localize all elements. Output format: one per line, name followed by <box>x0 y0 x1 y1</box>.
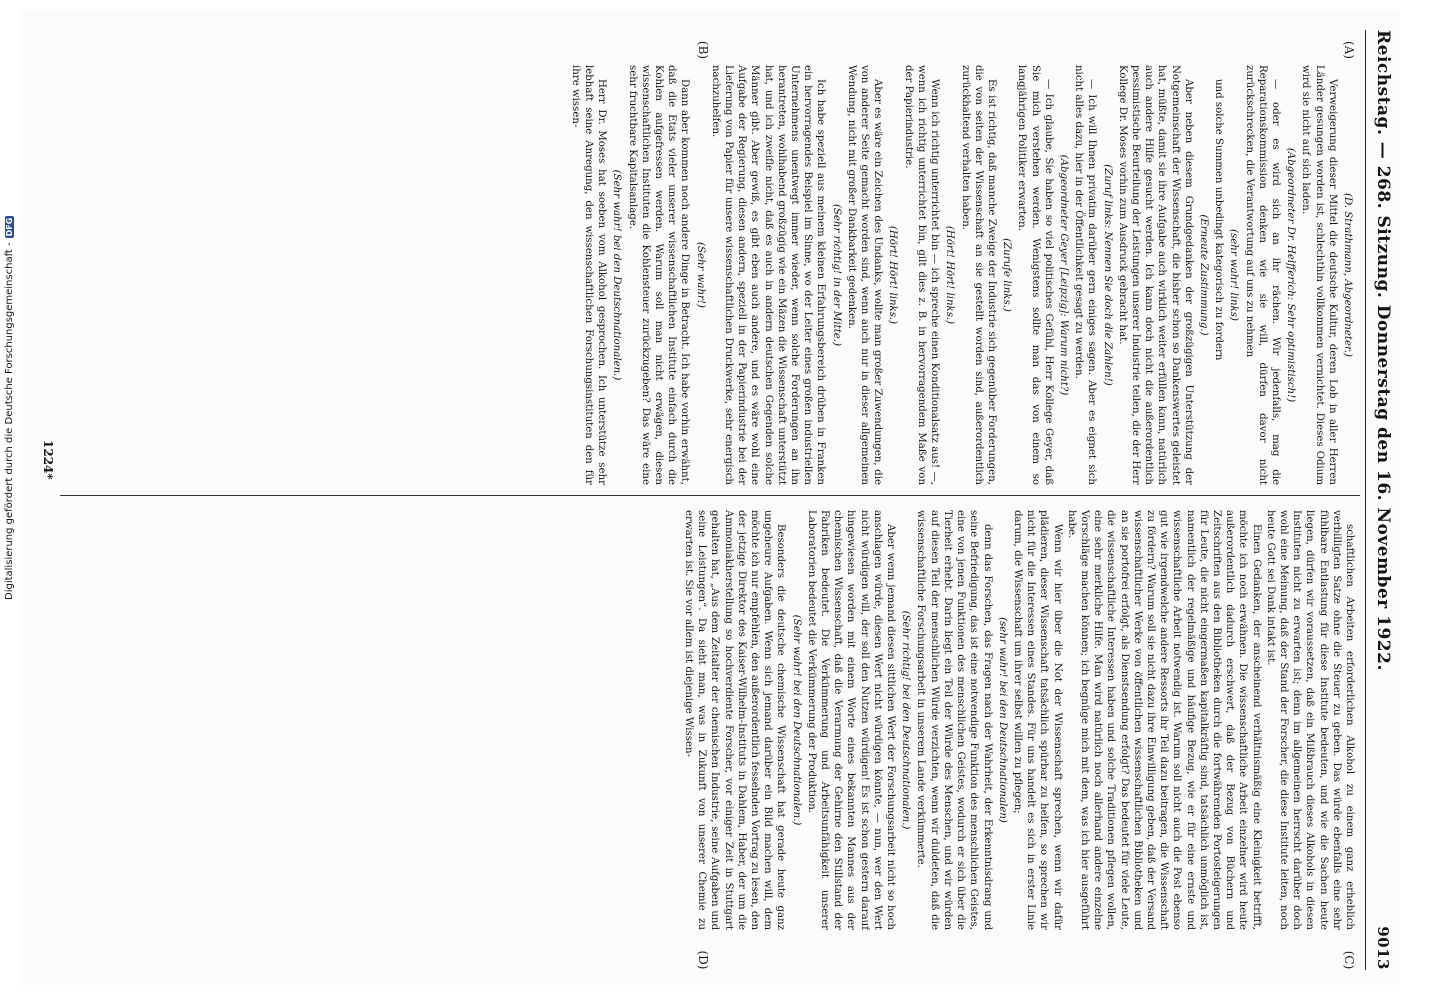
interjection: (Sehr wahr! bei den Deutschnationalen.) <box>790 614 802 826</box>
digitization-credit <box>2 210 16 600</box>
interjection: (Hört! Hört! links.) <box>944 225 956 325</box>
page-header <box>1365 30 1400 970</box>
interjection: (Zurufe links.) <box>1001 238 1013 312</box>
left-text-column <box>66 65 1356 485</box>
paragraph: Herr Dr. Moses hat soeben vom Alkohol gesprochen. Ich unterstütze sehr lebhaft seine Anregung, den wissenschaftlichen Forschungsinstituten den für ihre wissen- <box>569 65 608 485</box>
paragraph: Besonders die deutsche chemische Wissenschaft hat gerade heute ganz ungeheure Aufgaben. Wenn sich jemand darüber ein Bild machen will, dem möchte ich nur empfehlen, den außerordentlich fesselnden Vortrag zu lesen, den der jetzige Direktor des Kaiser-Wilhelm-Instituts in Dahlem, Haber, der um die Ammoniakherstellung so hochverdiente Forscher, vor einiger Zeit in Stuttgart gehalten hat, „Aus dem Zeitalter der chemischen Industrie, seine Aufgaben und seine Leistungen“. Da sieht man, was in Zukunft von unserer Chemie zu erwarten ist. Sie vor allem ist diejenige Wissen- <box>683 510 787 930</box>
paragraph: Aber neben diesem Grundgedanken der großzügigen Unterstützung der Notgemeinschaft der Wissenschaft, die bisher schon so Dankenswertes geleistet hat, müßte, damit sie ihre Aufgabe auch wirklich weiter erfüllen kann, natürlich auch andere Hilfe gesucht werden. Ich kann doch nicht die außerordentlich pessimistische Beurteilung der Leistungen unserer Industrie teilen, die der Herr Kollege Dr. Moses vorhin zum Ausdruck gebracht hat. <box>1116 65 1194 485</box>
paragraph: und solche Summen unbedingt kategorisch zu fordern <box>1213 79 1225 361</box>
margin-letter-a: (A) <box>1342 40 1356 60</box>
paragraph: — oder es wird sich an ihr rächen. Wir jedenfalls, mag die Reparationskommission denken wie sie will, dürfen davor nicht zurückschrecken, die Verantwortung auf uns zu nehmen <box>1243 65 1281 485</box>
paragraph: Aber es wäre ein Zeichen des Undanks, wollte man großer Zuwendungen, die von anderer Seite gemacht worden sind, wenn auch nur in dieser allgemeinen Wendung, nicht mit großer Dankbarkeit gedenken. <box>845 65 884 485</box>
margin-letter-d: (D) <box>696 950 710 970</box>
interjection: (sehr wahr! bei den Deutschnationalen) <box>996 617 1008 823</box>
right-text-column <box>66 510 1356 930</box>
interjection: (Erneute Zustimmung.) <box>1197 214 1209 336</box>
paragraph: Aber wenn jemand diesen sittlichen Wert der Forschungsarbeit nicht so hoch anschlagen würde, diesen Wert nicht würdigen könnte, — nun, wer den Wert nicht würdigen will, der soll den Nutzen würdigen! Es ist schon gestern darauf hingewiesen worden mit einem Worte eines bekannten Mannes aus der chemischen Wissenschaft, daß die Verarmung der Gehirne den Stillstand der Fabriken bedeutet. Die Verkümmerung und Arbeitsunfähigkeit unserer Laboratorien bedeutet die Verkümmerung der Produktion. <box>805 510 897 930</box>
paragraph: Es ist richtig, daß manche Zweige der Industrie sich gegenüber Forderungen, die von seiten der Wissenschaft an sie gestellt worden sind, außerordentlich zurückhaltend verhalten haben. <box>959 65 997 485</box>
paragraph: — Ich glaube, Sie haben so viel politisches Gefühl, Herr Kollege Geyer, daß Sie mich verstehen werden. Wenigstens sollte man das von einem so langjährigen Politiker erwarten. <box>1016 65 1054 485</box>
interjection: (Sehr wahr!) <box>694 242 706 308</box>
interjection: (Sehr wahr! bei den Deutschnationalen.) <box>611 169 623 381</box>
column-divider <box>60 495 1360 496</box>
paragraph: denn das Forschen, das Fragen nach der Wahrheit, der Erkenntnisdrang und seine Befriedigung, das ist eine notwendige Funktion des menschlichen Geistes, eine von jenen Funktionen des menschlichen Geistes, wodurch er sich über die Tierheit erhebt. Darin liegt ein Teil der Würde des Menschen, und wir würden auf diesen Teil der menschlichen Würde verzichten, wenn wir duldeten, daß die wissenschaftliche Forschungsarbeit in unserem Lande verkümmerte. <box>915 510 993 930</box>
paragraph: Wenn wir hier über die Not der Wissenschaft sprechen, wenn wir dafür plädieren, dieser Wissenschaft tatsächlich spürbar zu helfen, so sprechen wir nicht für die Interessen eines Standes. Für uns handelt es sich in erster Linie darum, die Wissenschaft um ihrer selbst willen zu pflegen; <box>1011 510 1063 930</box>
page-header-title: Reichstag. — 268. Sitzung. Donnerstag den 16. November 1922. <box>1373 30 1393 671</box>
paragraph: schaftlichen Arbeiten erforderlichen Alkohol zu einem ganz erheblich verbilligten Satze ohne die Steuer zu geben. Das würde ebenfalls eine sehr fühlbare Entlastung für diese Institute bedeuten, und wie die Sachen heute liegen, dürfen wir voraussetzen, daß ein Mißbrauch dieses Alkohols in diesen Instituten nicht zu erwarten ist; denn im allgemeinen herrscht darüber doch wohl eine Meinung, daß der Stand der Forscher, die diese Institute leiten, noch heute Gott sei Dank intakt ist. <box>1264 510 1355 930</box>
paragraph: Wenn ich richtig unterrichtet bin — ich spreche einen Konditionalsatz aus! —, wenn ich richtig unterrichtet bin, gilt dies z. B. in hervorragendem Maße von der Papierindustrie. <box>902 65 941 485</box>
interjection: (D. Strathmann, Abgeordneter.) <box>1342 193 1353 357</box>
sheet-number: 1224* <box>41 440 55 480</box>
interjection: (Sehr richtig! bei den Deutschnationalen.) <box>900 610 912 830</box>
interjection: (Abgeordneter Geyer [Leipzig]: Warum nicht?) <box>1057 154 1069 396</box>
interjection: (Abgeordneter Dr. Helfferich: Sehr optimistisch!) <box>1285 147 1297 403</box>
margin-letter-b: (B) <box>696 40 710 60</box>
interjection: (Sehr richtig! in der Mitte.) <box>830 203 842 347</box>
paragraph: Verweigerung dieser Mittel die deutsche Kultur, deren Lob in aller Herren Länder gesungen worden ist, schlechthin vollkommen vernichtet. Dieses Odium wird sie nicht auf sich laden. <box>1300 65 1338 485</box>
interjection: (sehr wahr! links) <box>1228 229 1240 321</box>
interjection: (Zuruf links: Nennen Sie doch die Zahlen!) <box>1101 164 1113 386</box>
rotated-page <box>20 10 1400 985</box>
dfg-logo: DFG <box>4 217 14 237</box>
page-number: 9013 <box>1374 926 1392 970</box>
paragraph: Einen Gedanken, der anscheinend verhältnismäßig eine Kleinigkeit betrifft, möchte ich noch erwähnen. Die wissenschaftliche Arbeit einzelner wird heute außerordentlich dadurch erschwert, daß der Bezug von Büchern und Zeitschriften aus den Bibliotheken durch die fortwährenden Portosteigerungen für Leute, die nicht eingermaßen kapitalkräftig sind, tatsächlich unmöglich ist, namentlich der regelmäßige und häufige Bezug, wie er für eine ernste und wissenschaftliche Arbeit notwendig ist. Warum soll nicht auch die Post ebenso gut wie irgendwelche andere Ressorts ihr Teil dazu beitragen, die Wissenschaft zu fördern? Warum soll sie nicht dazu ihre Einwilligung geben, daß der Versand wissenschaftlicher Werke von öffentlichen wissenschaftlichen Bibliotheken und an sie portofrei erfolgt, als Dienstsendung erfolgt? Das bedeutet für viele Leute, die wissenschaftliche Interessen haben und solche Traditionen pflegen wollen, eine sehr merkliche Hilfe. Man wird natürlich noch allerhand andere einzelne Vorschläge machen können; ich begnüge mich mit dem, was ich hier ausgeführt habe. <box>1065 510 1262 930</box>
margin-letter-c: (C) <box>1342 950 1356 970</box>
paragraph: — Ich will Ihnen privatim darüber gern einiges sagen. Aber es eignet sich nicht alles dazu, hier in der Öffentlichkeit gesagt zu werden. <box>1073 65 1098 485</box>
paragraph: Ich habe speziell aus meinem kleinen Erfahrungsbereich drüben in Franken ein hervorragendes Beispiel im Sinne, wo der Leiter eines großen industriellen Unternehmens unentwegt immer wieder, wenn solche Forderungen an ihn herantreten, wohlhabend großzügig wie ein Mäzen die Wissenschaft unterstützt hat, und ich zweifle nicht, daß es auch in andern deutschen Gegenden solche Männer gibt. Aber gewiß, es gibt eben auch andere, und es wäre wohl eine Aufgabe der Regierung, diesen andern, speziell in der Papierindustrie bei der Lieferung von Papier für unsere wissenschaftlichen Druckwerke, sehr energisch nachzuhelfen. <box>709 65 827 485</box>
paragraph: Dann aber kommen noch andere Dinge in Betracht. Ich habe vorhin erwähnt, daß die Etats vieler unserer wissenschaftlichen Institute einfach durch die Kohlen aufgefressen werden. Warum soll man nicht erwägen, diesen wissenschaftlichen Instituten die Kohlensteuer zurückzugeben? Das wäre eine sehr fruchtbare Kapitalsanlage. <box>626 65 691 485</box>
interjection: (Hört! Hört! links.) <box>887 225 899 325</box>
credit-text: Digitalisierung gefördert durch die Deutsche Forschungsgemeinschaft - <box>3 242 15 600</box>
